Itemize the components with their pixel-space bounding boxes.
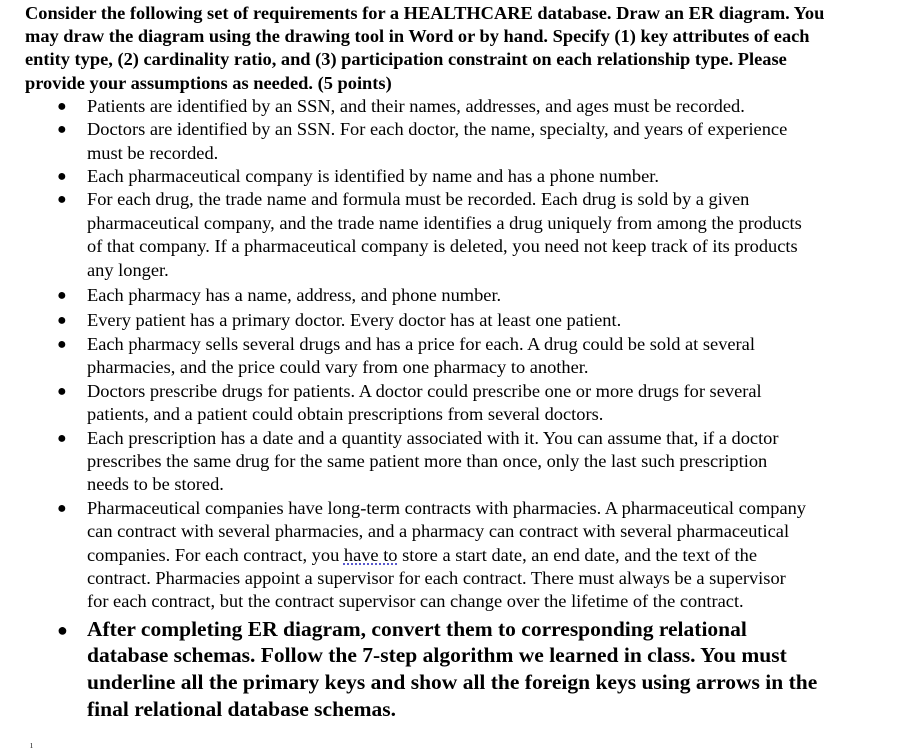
bullet-icon: ● [57, 312, 67, 330]
bullet-icon: ● [57, 619, 68, 640]
requirement-text: Doctors prescribe drugs for patients. A doctor could prescribe one or more drugs for several patients, and a patient could obtain prescriptions from several doctors. [87, 380, 762, 425]
list-item [25, 427, 807, 497]
grammar-flagged-phrase[interactable]: have to [343, 544, 398, 565]
bullet-icon: ● [57, 121, 67, 139]
list-item [25, 118, 807, 165]
requirement-text: Each prescription has a date and a quantity associated with it. You can assume that, if a doctor prescribes the same drug for the same patient more than once, only the last such prescription needs to be stored. [87, 427, 779, 495]
question-intro: Consider the following set of requirements for a HEALTHCARE database. Draw an ER diagram. You may draw the diagram using the drawing tool in Word or by hand. Specify (1) key attributes of each entity type, (2) cardinality ratio, and (3) participation constraint on each relationship type. Please provide your assumptions as needed. (5 points) [25, 3, 825, 93]
list-item [25, 309, 807, 332]
contracts-text-before: Pharmaceutical companies have long-term contracts with pharmacies. A pharmaceutical company can contract with several pharmacies, and a pharmacy can contract with several pharmaceutical companies. For each contract, you [87, 497, 807, 565]
list-item-final-instruction [25, 616, 827, 722]
bullet-icon: ● [57, 97, 67, 115]
list-item [25, 165, 807, 188]
requirement-text: For each drug, the trade name and formula must be recorded. Each drug is sold by a given pharmaceutical company, and the trade name identifies a drug uniquely from among the products of that company. If a pharmaceutical company is deleted, you need not keep track of its products any longer. [87, 189, 802, 280]
contracts-text-after: store a start date, an end date, and the text of the contract. Pharmacies appoint a supervisor for each contract. There must always be a supervisor for each contract, but the contract supervisor can change over the lifetime of the contract. [87, 544, 786, 612]
requirement-text: Patients are identified by an SSN, and their names, addresses, and ages must be recorded. [87, 95, 745, 116]
bullet-icon: ● [57, 382, 67, 400]
final-instruction-text: After completing ER diagram, convert them to corresponding relational database schemas. Follow the 7-step algorithm we learned in class. You must underline all the primary keys and show all the foreign keys using arrows in the final relational database schemas. [87, 616, 818, 721]
requirement-text: Each pharmacy has a name, address, and phone number. [87, 285, 502, 306]
bullet-icon: ● [57, 168, 67, 186]
list-item [25, 188, 807, 282]
requirement-text: Every patient has a primary doctor. Every doctor has at least one patient. [87, 310, 622, 331]
requirement-text: Each pharmacy sells several drugs and has a price for each. A drug could be sold at several pharmacies, and the price could vary from one pharmacy to another. [87, 333, 755, 378]
requirements-list [25, 95, 905, 722]
requirement-text-contracts [87, 498, 806, 612]
list-item [25, 497, 807, 614]
text-cursor-icon: ı [30, 739, 34, 751]
bullet-icon: ● [57, 335, 67, 353]
list-item [25, 380, 807, 427]
document-page [25, 0, 905, 722]
list-item [25, 95, 807, 118]
list-item [25, 284, 807, 307]
bullet-icon: ● [57, 191, 67, 209]
bullet-icon: ● [57, 429, 67, 447]
requirement-text: Doctors are identified by an SSN. For each doctor, the name, specialty, and years of experience must be recorded. [87, 119, 788, 163]
bullet-icon: ● [57, 499, 67, 517]
list-item [25, 333, 807, 380]
requirement-text: Each pharmaceutical company is identified by name and has a phone number. [87, 166, 659, 187]
bullet-icon: ● [57, 287, 67, 305]
